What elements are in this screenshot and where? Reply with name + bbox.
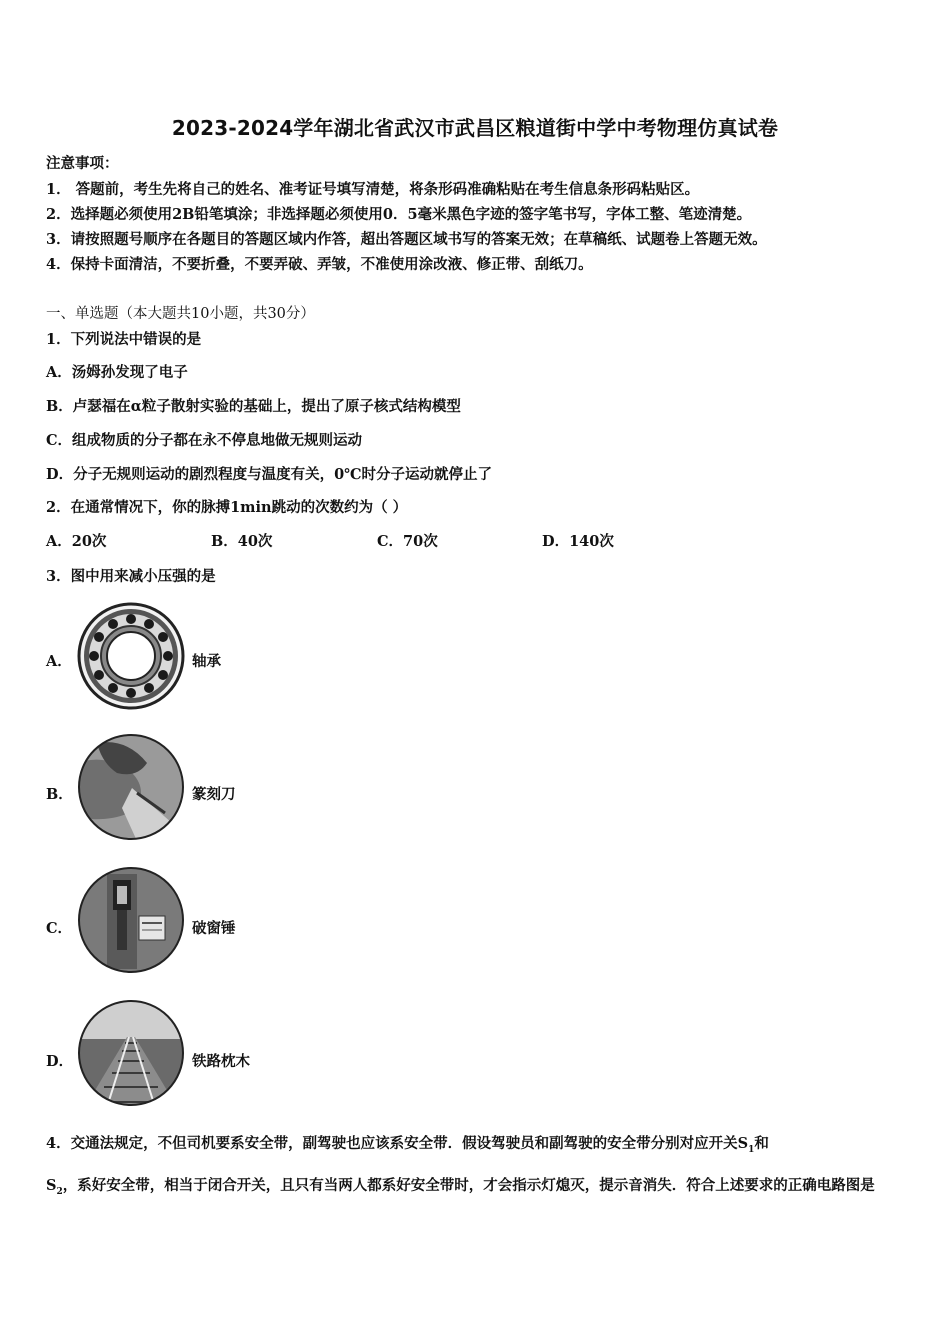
subscript: 1	[748, 1144, 755, 1155]
question-2-option-b: B．40次	[211, 533, 273, 550]
question-3-option-b-caption: 篆刻刀	[192, 786, 236, 803]
question-2-stem: 2．在通常情况下，你的脉搏1min跳动的次数约为（ ）	[46, 499, 408, 516]
question-4-text: ，系好安全带，相当于闭合开关，且只有当两人都系好安全带时，才会指示灯熄灭，提示音消失．符合上述要求的正确电路图是	[62, 1176, 875, 1194]
question-1-option-b: B．卢瑟福在α粒子散射实验的基础上，提出了原子核式结构模型	[46, 398, 461, 415]
carving-knife-image	[77, 733, 185, 841]
question-3-option-d-caption: 铁路枕木	[192, 1053, 250, 1070]
question-2-option-d: D．140次	[542, 533, 614, 550]
notice-item: 1． 答题前，考生先将自己的姓名、准考证号填写清楚，将条形码准确粘贴在考生信息条形码粘贴区。	[46, 181, 700, 198]
question-4-text: 和	[754, 1135, 769, 1152]
subscript: 2	[56, 1186, 63, 1197]
question-3-option-d-letter: D．	[46, 1053, 74, 1070]
question-2-option-a: A．20次	[46, 533, 107, 550]
question-3-option-b-letter: B．	[46, 786, 73, 803]
notice-heading: 注意事项：	[46, 155, 119, 172]
notice-item: 2．选择题必须使用2B铅笔填涂；非选择题必须使用0．5毫米黑色字迹的签字笔书写，字体工整、笔迹清楚。	[46, 206, 752, 223]
question-1-option-a: A．汤姆孙发现了电子	[46, 364, 188, 381]
notice-item: 4．保持卡面清洁，不要折叠，不要弄破、弄皱，不准使用涂改液、修正带、刮纸刀。	[46, 256, 593, 273]
question-3-option-a-letter: A．	[46, 653, 72, 670]
question-1-option-d: D．分子无规则运动的剧烈程度与温度有关，0℃时分子运动就停止了	[46, 466, 493, 483]
question-4-stem	[46, 1126, 906, 1210]
bearing-image	[77, 602, 185, 710]
question-3-option-a-caption: 轴承	[192, 653, 221, 670]
page-title: 2023-2024学年湖北省武汉市武昌区粮道街中学中考物理仿真试卷	[171, 116, 779, 140]
section-heading: 一、单选题（本大题共10小题，共30分）	[46, 306, 315, 322]
question-2-option-c: C．70次	[377, 533, 438, 550]
question-4-text: S	[46, 1176, 57, 1194]
question-3-option-c-caption: 破窗锤	[192, 920, 236, 937]
question-1-stem: 1．下列说法中错误的是	[46, 331, 202, 348]
notice-item: 3．请按照题号顺序在各题目的答题区域内作答，超出答题区域书写的答案无效；在草稿纸、试题卷上答题无效。	[46, 231, 767, 248]
window-hammer-image	[77, 866, 185, 974]
question-3-option-c-letter: C．	[46, 920, 73, 937]
question-1-option-c: C．组成物质的分子都在永不停息地做无规则运动	[46, 432, 363, 449]
railway-sleeper-image	[77, 999, 185, 1107]
question-4-text: 4．交通法规定，不但司机要系安全带，副驾驶也应该系安全带．假设驾驶员和副驾驶的安全带分别对应开关S	[46, 1135, 749, 1152]
question-3-stem: 3．图中用来减小压强的是	[46, 568, 216, 585]
